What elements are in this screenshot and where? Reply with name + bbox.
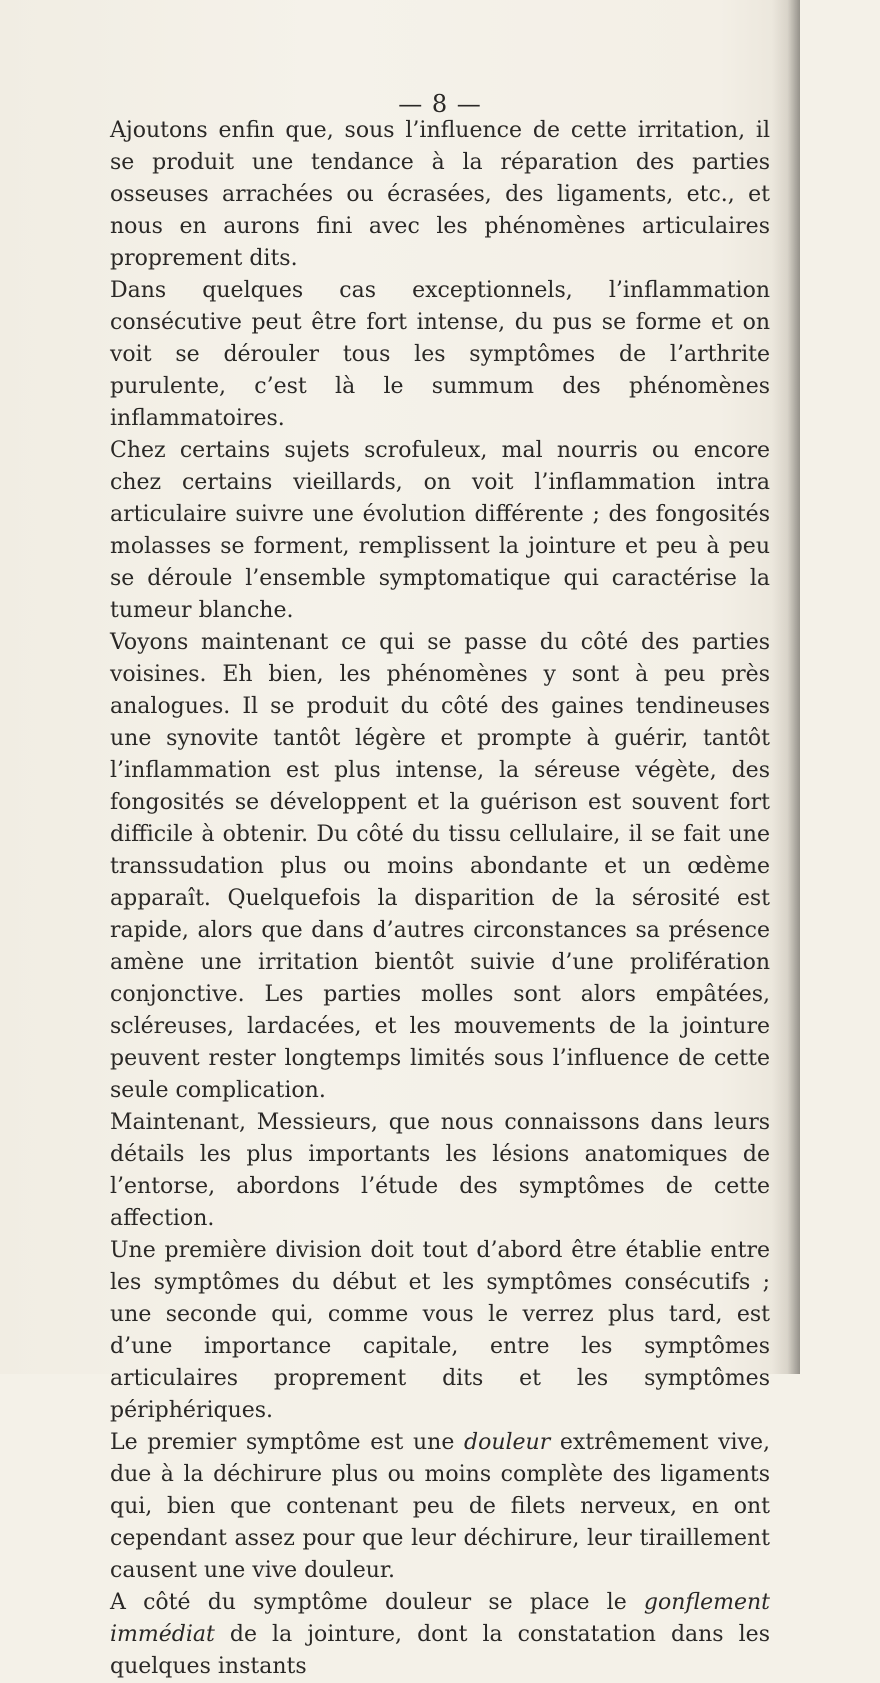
paragraph-6: Une première division doit tout d’abord être établie entre les symptômes du début et les symptômes consécutifs ; une seconde qui, comme vous le verrez plus tard, est d’une importance capitale, entre les symptômes articulaires proprement dits et les symptômes périphériques. <box>110 1238 770 1423</box>
paragraph-8-end: de la jointure, dont la constatation dans les quelques instants <box>110 1622 770 1679</box>
page-edge-shadow <box>772 0 800 1374</box>
paragraph-5: Maintenant, Messieurs, que nous connaissons dans leurs détails les plus importants les lésions anatomiques de l’entorse, abordons l’étude des symptômes de cette affection. <box>110 1110 770 1231</box>
emphasis-gonflement: gonflement immédiat <box>110 1590 770 1647</box>
paragraph-1: Ajoutons enfin que, sous l’influence de cette irritation, il se produit une tendance à la réparation des parties osseuses arrachées ou écrasées, des ligaments, etc., et nous en aurons fini avec les phénomènes articulaires proprement dits. <box>110 118 770 271</box>
paragraph-8-start: A côté du symptôme douleur se place le <box>110 1590 644 1615</box>
paragraph-4: Voyons maintenant ce qui se passe du côté des parties voisines. Eh bien, les phénomènes y sont à peu près analogues. Il se produit du côté des gaines tendineuses une synovite tantôt légère et prompte à guérir, tantôt l’inflammation est plus intense, la séreuse végète, des fongosités se développent et la guérison est souvent fort difficile à obtenir. Du côté du tissu cellulaire, il se fait une transsudation plus ou moins abondante et un œdème apparaît. Quelquefois la disparition de la sérosité est rapide, alors que dans d’autres circonstances sa présence amène une irritation bientôt suivie d’une prolifération conjonctive. Les parties molles sont alors empâtées, scléreuses, lardacées, et les mouvements de la jointure peuvent rester longtemps limités sous l’influence de cette seule complication. <box>110 630 770 1103</box>
paragraph-8 <box>110 1587 770 1683</box>
paragraph-7-end: extrêmement vive, due à la déchirure plus ou moins complète des ligaments qui, bien que contenant peu de filets nerveux, en ont cependant assez pour que leur déchirure, leur tiraillement causent une vive douleur. <box>110 1430 770 1583</box>
emphasis-douleur: douleur <box>464 1430 551 1455</box>
paragraph-3: Chez certains sujets scrofuleux, mal nourris ou encore chez certains vieillards, on voit l’inflammation intra articulaire suivre une évolution différente ; des fongosités molasses se forment, remplissent la jointure et peu à peu se déroule l’ensemble symptomatique qui caractérise la tumeur blanche. <box>110 438 770 623</box>
page-number: — 8 — <box>398 90 482 118</box>
paragraph-7-start: Le premier symptôme est une <box>110 1430 464 1455</box>
paragraph-7 <box>110 1427 770 1587</box>
body-text <box>110 115 770 1679</box>
paragraph-2: Dans quelques cas exceptionnels, l’inflammation consécutive peut être fort intense, du pus se forme et on voit se dérouler tous les symptômes de l’arthrite purulente, c’est là le summum des phénomènes inflammatoires. <box>110 278 770 431</box>
